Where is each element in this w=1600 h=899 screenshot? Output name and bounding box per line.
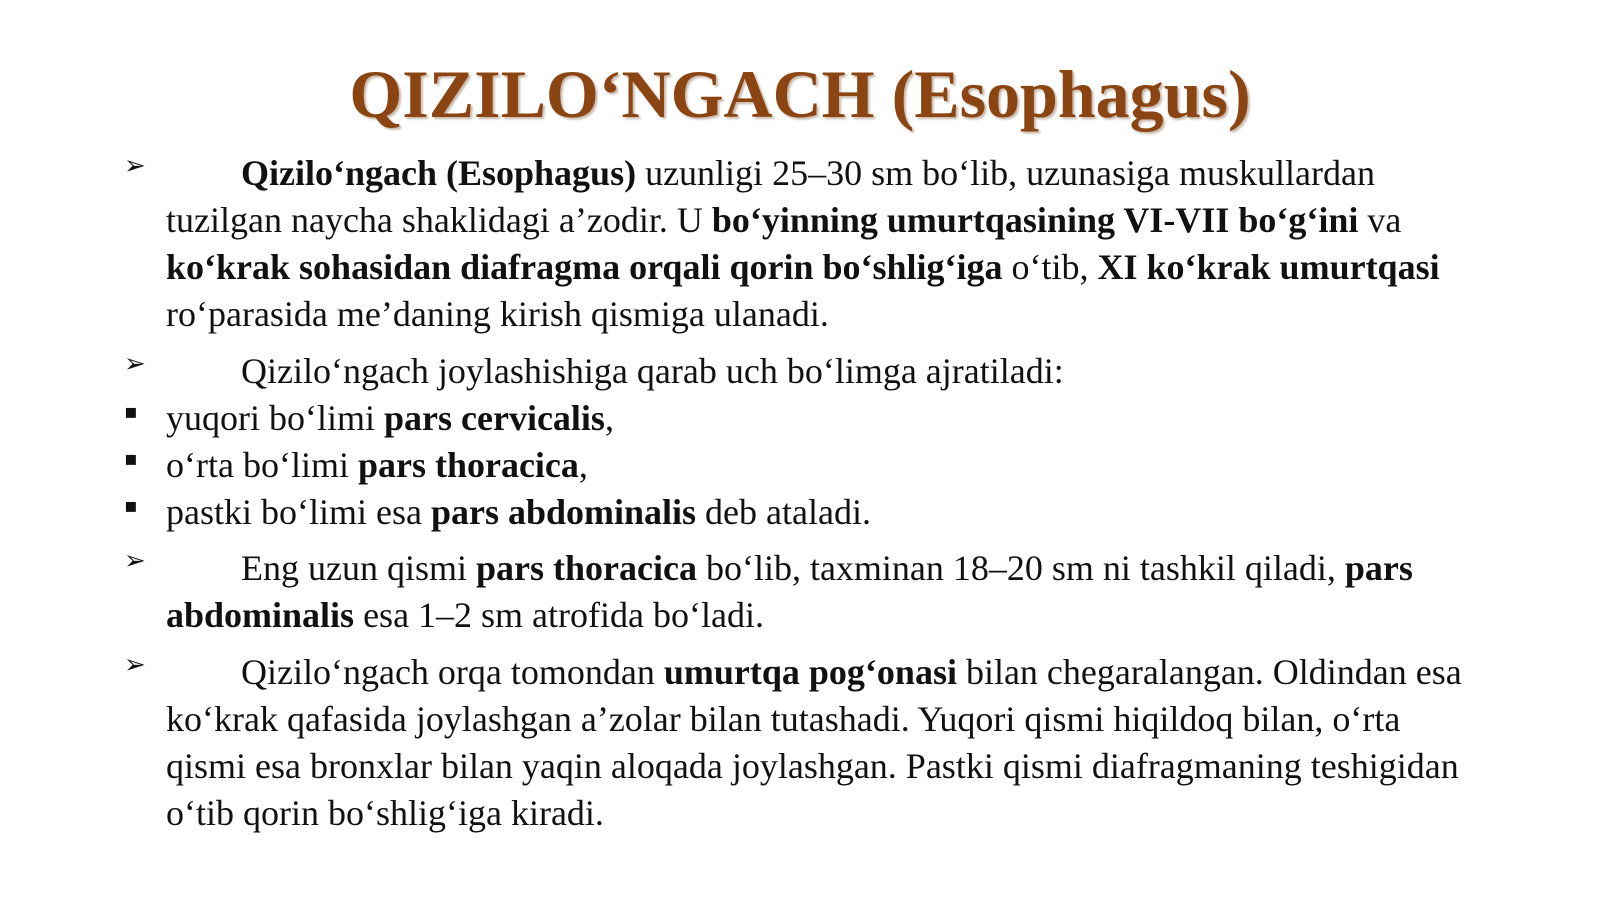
square-bullet-icon: ▪ xyxy=(124,446,138,470)
square-bullet-icon: ▪ xyxy=(124,399,138,423)
text-run: bo‘yinning umurtqasining VI-VII bo‘g‘ini xyxy=(711,200,1359,240)
text-run: , xyxy=(578,445,588,485)
square-bullet-icon: ▪ xyxy=(124,493,138,517)
arrowhead-icon: ➢ xyxy=(124,151,146,181)
text-run: umurtqa pog‘onasi xyxy=(663,652,957,692)
text-run: ko‘krak sohasidan diafragma orqali qorin bo‘shlig‘iga xyxy=(166,247,1003,287)
text-run: XI ko‘krak umurtqasi xyxy=(1097,247,1440,287)
list-item-text xyxy=(166,442,1466,489)
text-run: pars abdominalis xyxy=(430,492,697,532)
text-run: o‘tib, xyxy=(1002,247,1098,287)
text-run: Qizilo‘ngach orqa tomondan xyxy=(241,652,664,692)
paragraph-text xyxy=(166,348,1466,395)
text-run: esa 1–2 sm atrofida bo‘ladi. xyxy=(354,595,764,635)
slide-title: QIZILO‘NGACH (Esophagus) xyxy=(349,56,1251,132)
arrowhead-icon: ➢ xyxy=(124,546,146,576)
text-run: pars cervicalis xyxy=(384,398,605,438)
text-run: uzunligi 25–30 sm bo‘lib, uzunasiga muskullardan tuzilgan naycha shaklidagi a’zodir. U xyxy=(166,153,1375,240)
text-run: bilan chegaralangan. Oldindan esa ko‘krak qafasida joylashgan a’zolar bilan tutashadi. Yuqori qismi hiqildoq bilan, o‘rta qismi esa bronxlar bilan yaqin aloqada joylashgan. Pastki qismi diafragmaning teshigidan o‘tib qorin bo‘shlig‘iga kiradi. xyxy=(166,652,1462,833)
list-item-text xyxy=(166,395,1466,442)
paragraph-text xyxy=(166,649,1466,837)
text-run: va xyxy=(1358,200,1402,240)
text-run: , xyxy=(604,398,614,438)
text-run: bo‘lib, taxminan 18–20 sm ni tashkil qiladi, xyxy=(696,548,1345,588)
arrowhead-icon: ➢ xyxy=(124,349,146,379)
text-run: Eng uzun qismi xyxy=(241,548,476,588)
text-run: pars thoracica xyxy=(357,445,579,485)
arrowhead-icon: ➢ xyxy=(124,650,146,680)
paragraph-text xyxy=(166,545,1466,639)
list-item-text xyxy=(166,489,1466,536)
text-run: Qizilo‘ngach (Esophagus) xyxy=(241,153,637,193)
text-run: pars abdominalis xyxy=(166,548,1413,635)
text-run: deb ataladi. xyxy=(696,492,871,532)
text-run: Qizilo‘ngach joylashishiga qarab uch bo‘limga ajratiladi: xyxy=(241,351,1064,391)
text-run: pastki bo‘limi esa xyxy=(166,492,431,532)
text-run: o‘rta bo‘limi xyxy=(166,445,358,485)
text-run: pars thoracica xyxy=(475,548,697,588)
paragraph-text xyxy=(166,150,1466,338)
text-run: ro‘parasida me’daning kirish qismiga ulanadi. xyxy=(166,294,829,334)
text-run: yuqori bo‘limi xyxy=(166,398,384,438)
